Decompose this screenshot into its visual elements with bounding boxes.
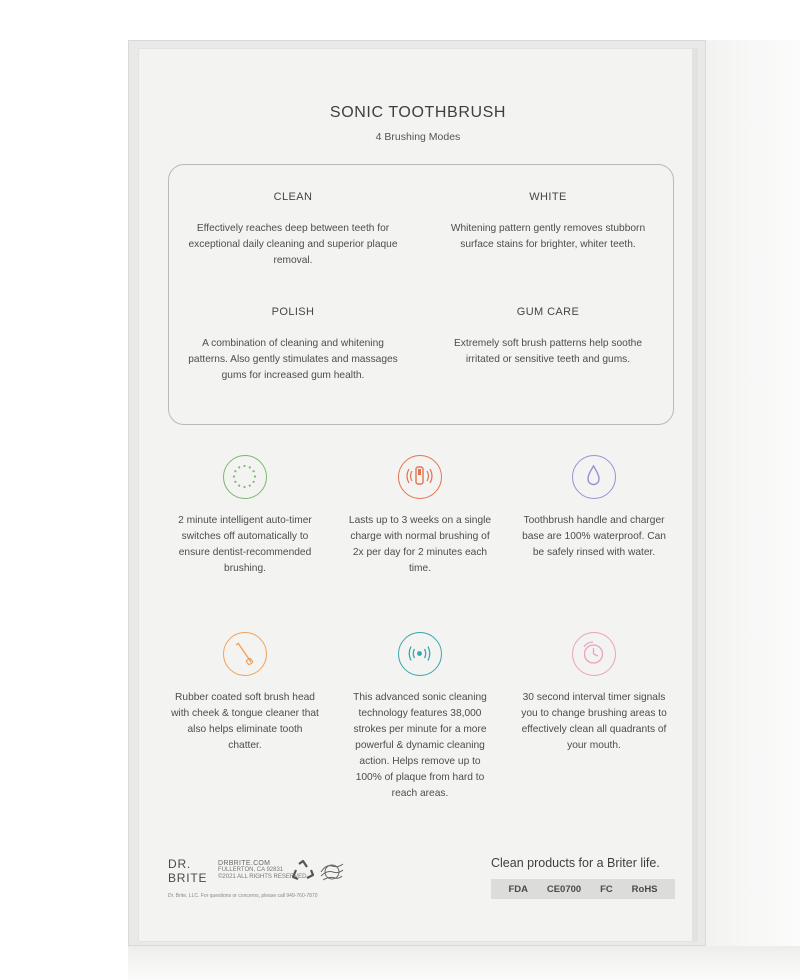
address-text: FULLERTON, CA 92831 bbox=[218, 867, 284, 873]
ce-mark: CE0700 bbox=[546, 883, 582, 895]
mode-description: Effectively reaches deep between teeth for exceptional daily cleaning and superior plaque removal. bbox=[188, 223, 398, 266]
mode-name: CLEAN bbox=[273, 191, 313, 203]
mode-description: A combination of cleaning and whitening patterns. Also gently stimulates and massages gums for increased gum health. bbox=[188, 338, 398, 381]
recycle-icon bbox=[290, 858, 316, 884]
box-shadow bbox=[706, 40, 800, 980]
feature-description: 30 second interval timer signals you to change brushing areas to effectively clean all quadrants of your mouth. bbox=[521, 692, 667, 751]
mode-clean bbox=[183, 191, 403, 269]
mode-name: GUM CARE bbox=[516, 306, 580, 318]
feature-auto-timer bbox=[170, 513, 320, 577]
mode-polish bbox=[183, 306, 403, 384]
water-drop-icon bbox=[572, 455, 616, 499]
feature-description: Rubber coated soft brush head with cheek & tongue cleaner that also helps eliminate tooth chatter. bbox=[171, 692, 319, 751]
feature-sonic-technology bbox=[345, 690, 495, 802]
feature-battery bbox=[345, 513, 495, 577]
package-title: SONIC TOOTHBRUSH bbox=[329, 104, 507, 121]
package-subtitle: 4 Brushing Modes bbox=[375, 131, 461, 143]
fc-mark: FC bbox=[600, 883, 613, 895]
timer-dots-icon bbox=[223, 455, 267, 499]
mode-white bbox=[438, 191, 658, 253]
certification-bar bbox=[491, 879, 675, 899]
rohs-mark: RoHS bbox=[631, 883, 658, 895]
brand-tagline: Clean products for a Briter life. bbox=[491, 856, 660, 870]
logo-line: DR. bbox=[168, 857, 192, 871]
feature-description: This advanced sonic cleaning technology features 38,000 strokes per minute for a more powerful & dynamic cleaning action. Helps remove up to 100% of plaque from hard to reach areas. bbox=[353, 692, 487, 799]
feature-brush-head bbox=[170, 690, 320, 754]
contact-note: Dr. Brite, LLC. For questions or concerns, please call 949-760-7870 bbox=[168, 893, 318, 899]
interval-timer-icon bbox=[572, 632, 616, 676]
mode-description: Extremely soft brush patterns help soothe irritated or sensitive teeth and gums. bbox=[453, 338, 642, 365]
mode-description: Whitening pattern gently removes stubborn surface stains for brighter, whiter teeth. bbox=[450, 223, 646, 250]
package-edge bbox=[692, 48, 698, 942]
feature-description: 2 minute intelligent auto-timer switches off automatically to ensure dentist-recommended brushing. bbox=[178, 515, 312, 574]
brand-logo bbox=[168, 857, 207, 885]
mode-name: POLISH bbox=[271, 306, 315, 318]
battery-signal-icon bbox=[398, 455, 442, 499]
feature-description: Toothbrush handle and charger base are 100% waterproof. Can be safely rinsed with water. bbox=[522, 515, 666, 558]
brush-head-icon bbox=[223, 632, 267, 676]
feature-waterproof bbox=[519, 513, 669, 561]
logo-line: BRITE bbox=[168, 871, 208, 885]
website-text: DRBRITE.COM bbox=[218, 860, 271, 867]
mode-gum-care bbox=[438, 306, 658, 368]
mode-name: WHITE bbox=[529, 191, 567, 203]
fda-mark: FDA bbox=[508, 883, 528, 895]
feature-interval-timer bbox=[519, 690, 669, 754]
sonic-waves-icon bbox=[398, 632, 442, 676]
feature-description: Lasts up to 3 weeks on a single charge with normal brushing of 2x per day for 2 minutes each time. bbox=[348, 515, 492, 574]
rights-text: ©2021 ALL RIGHTS RESERVED bbox=[218, 874, 307, 880]
triman-icon bbox=[318, 860, 346, 884]
box-shadow-bottom bbox=[128, 946, 800, 980]
